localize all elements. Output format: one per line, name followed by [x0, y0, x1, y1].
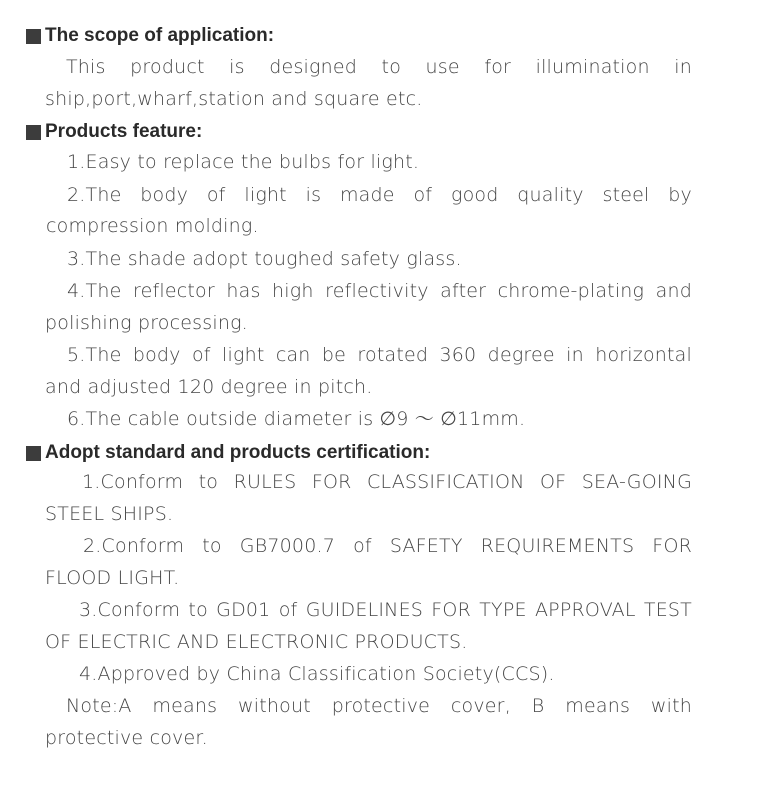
text-line: ship,port,wharf,station and square etc. [45, 88, 423, 110]
text-line: OF ELECTRIC AND ELECTRONIC PRODUCTS. [45, 631, 468, 653]
feature-item: 3.The shade adopt toughed safety glass. [67, 248, 462, 270]
certification-item: 2.Conform to GB7000.7 of SAFETY REQUIREMENTS FOR [83, 535, 692, 557]
feature-item: 6.The cable outside diameter is ∅9 ～ ∅11mm. [67, 408, 526, 430]
feature-item: 4.The reflector has high reflectivity after chrome-plating and [67, 280, 692, 302]
heading-text: Products feature: [45, 121, 203, 142]
text-line: protective cover. [45, 727, 208, 749]
text-line: compression molding. [46, 215, 259, 237]
certification-item: 4.Approved by China Classification Society(CCS). [79, 663, 555, 685]
feature-item: 5.The body of light can be rotated 360 degree in horizontal [67, 344, 692, 366]
heading-text: Adopt standard and products certification: [45, 442, 431, 463]
text-line: STEEL SHIPS. [45, 503, 174, 525]
section-heading-scope [26, 26, 274, 46]
text-line: polishing processing. [45, 312, 248, 334]
square-bullet-icon [26, 446, 41, 461]
feature-item: 1.Easy to replace the bulbs for light. [67, 151, 420, 173]
text-line: This product is designed to use for illumination in [66, 56, 692, 78]
square-bullet-icon [26, 29, 41, 44]
text-line: FLOOD LIGHT. [45, 567, 180, 589]
note-line: Note:A means without protective cover, B means with [66, 695, 692, 717]
heading-text: The scope of application: [45, 25, 275, 46]
text-line: and adjusted 120 degree in pitch. [45, 376, 373, 398]
feature-item: 2.The body of light is made of good quality steel by [67, 184, 692, 206]
square-bullet-icon [26, 125, 41, 140]
section-heading-certification [26, 443, 430, 463]
section-heading-features [26, 122, 202, 142]
certification-item: 1.Conform to RULES FOR CLASSIFICATION OF SEA-GOING [82, 471, 692, 493]
certification-item: 3.Conform to GD01 of GUIDELINES FOR TYPE APPROVAL TEST [79, 599, 692, 621]
